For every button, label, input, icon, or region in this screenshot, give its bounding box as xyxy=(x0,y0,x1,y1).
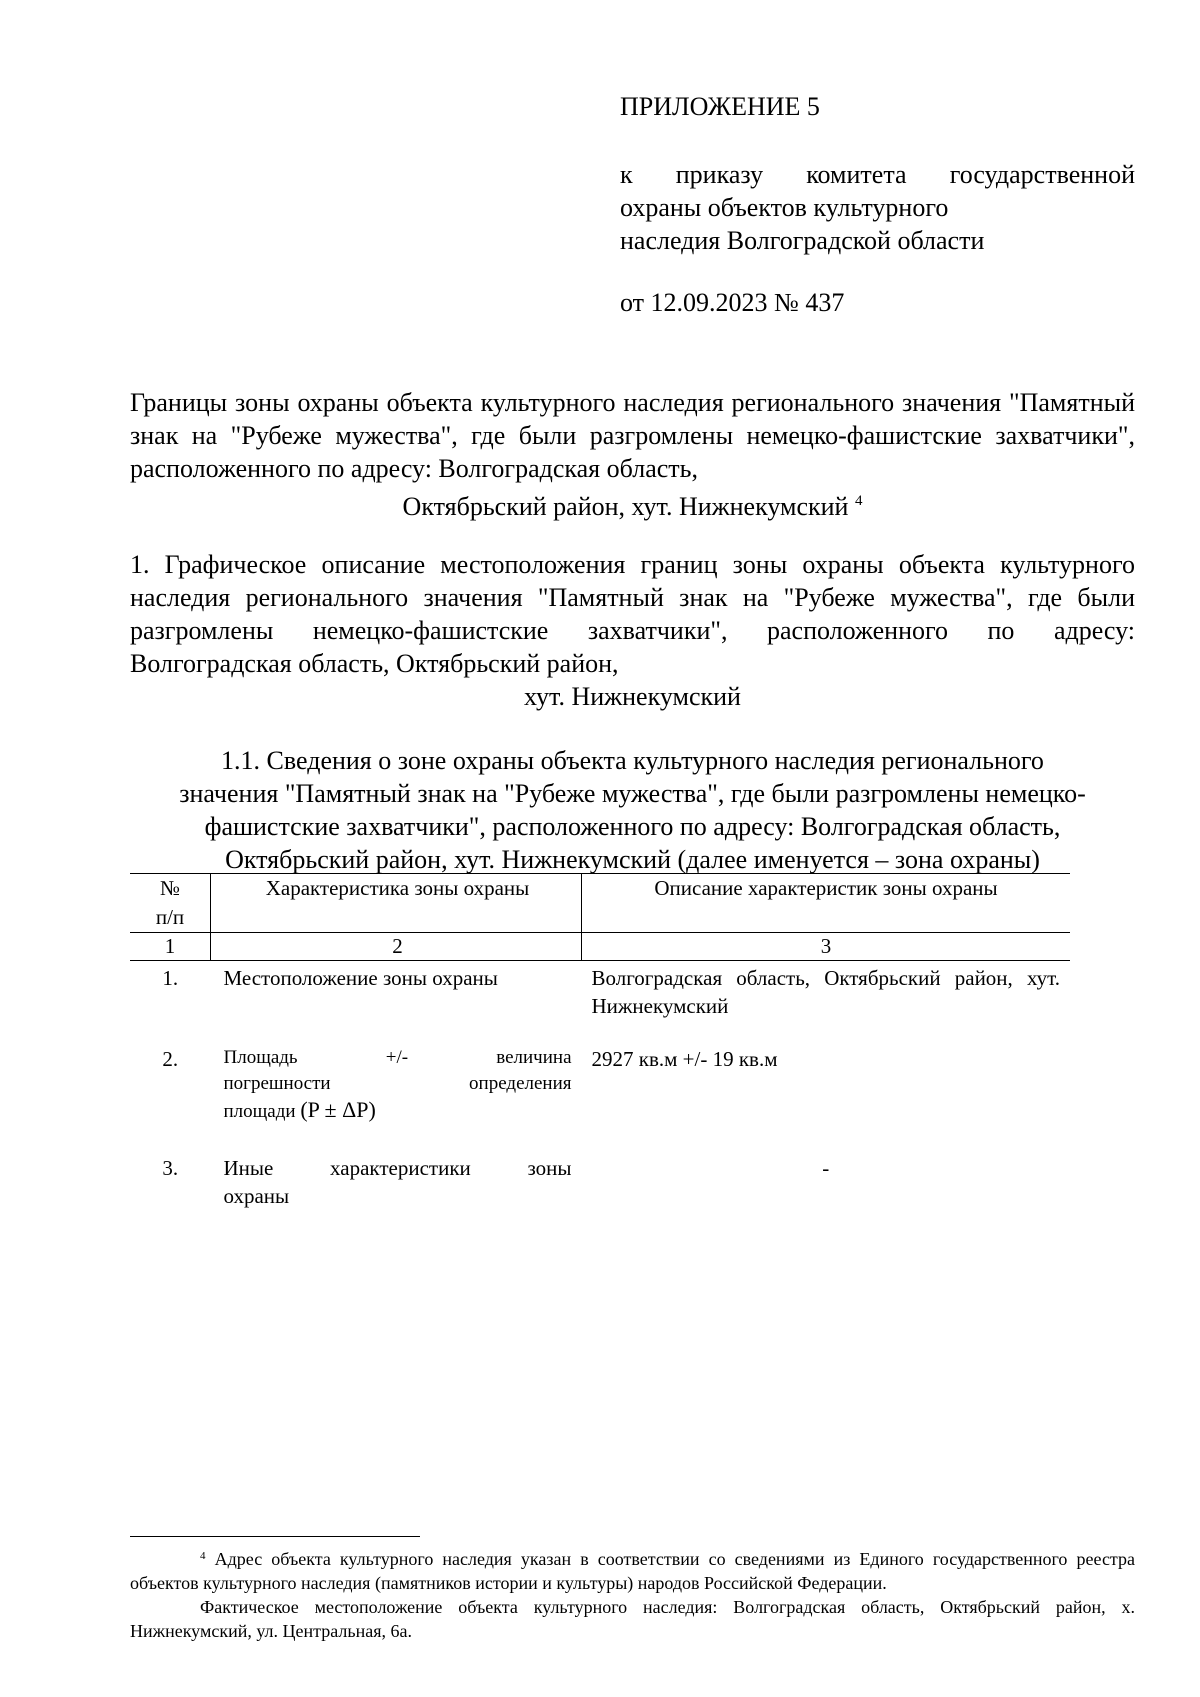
subsection-line3: фашистские захватчики", расположенного по адресу: Волгоградская область, xyxy=(204,812,1061,841)
row-description: - xyxy=(822,1156,830,1180)
subsection-line2: значения "Памятный знак на "Рубеже мужества", где были разгромлены немецко- xyxy=(179,779,1086,808)
appendix-reference-line3: наследия Волгоградской области xyxy=(620,226,985,255)
other-characteristics-line2: охраны xyxy=(223,1184,290,1208)
area-label-line1: Площадь +/- величина xyxy=(223,1047,572,1068)
footnote-paragraph-2: Фактическое местоположение объекта культурного наследия: Волгоградская область, Октябрьский район, х. Нижнекумский, ул. Центральная, 6а. xyxy=(130,1597,1135,1641)
footnote xyxy=(130,1544,1135,1643)
section-1-text: 1. Графическое описание местоположения границ зоны охраны объекта культурного наследия регионального значения "Памятный знак на "Рубеже мужества", где были разгромлены немецко-фашистские захватчики", расположенного по адресу: Волгоградская область, Октябрьский район, xyxy=(130,550,1135,678)
subsection-1-1 xyxy=(130,744,1135,876)
table-header-row xyxy=(130,874,1070,933)
column-number: 3 xyxy=(582,933,1071,961)
header-description: Описание характеристик зоны охраны xyxy=(582,874,1071,933)
header-number-sign: № xyxy=(159,876,181,900)
header-number xyxy=(130,874,211,933)
row-characteristic xyxy=(211,1151,582,1214)
appendix-reference-line2: охраны объектов культурного xyxy=(620,193,949,222)
area-label-line2: погрешности определения xyxy=(223,1073,572,1094)
row-number: 3. xyxy=(162,1156,179,1180)
footnote-text-1: Адрес объекта культурного наследия указан в соответствии со сведениями из Единого государственного реестра объектов культурного наследия (памятников истории и культуры) народов Российской Федерации. xyxy=(130,1549,1136,1593)
column-number: 1 xyxy=(130,933,211,961)
zone-characteristics-table xyxy=(130,873,1070,1214)
appendix-date: от 12.09.2023 № 437 xyxy=(620,288,845,317)
table-row xyxy=(130,1042,1070,1151)
area-label-text: площади xyxy=(223,1101,296,1122)
footnote-paragraph-1 xyxy=(130,1544,1135,1595)
subsection-line4: Октябрьский район, хут. Нижнекумский (далее именуется – зона охраны) xyxy=(225,845,1040,874)
other-characteristics-line1: Иные характеристики зоны xyxy=(223,1156,572,1180)
heading-text: Границы зоны охраны объекта культурного наследия регионального значения "Памятный знак на "Рубеже мужества", где были разгромлены немецко-фашистские захватчики", расположенного по адресу: Волгоградская область, xyxy=(130,388,1135,483)
row-characteristic: Местоположение зоны охраны xyxy=(223,966,498,990)
section-1 xyxy=(130,548,1135,713)
column-number: 2 xyxy=(211,933,582,961)
heading-last-line-text: Октябрьский район, хут. Нижнекумский xyxy=(402,492,849,521)
header-characteristic: Характеристика зоны охраны xyxy=(211,874,582,933)
subsection-line1: 1.1. Сведения о зоне охраны объекта культурного наследия регионального xyxy=(221,746,1044,775)
area-label-line3 xyxy=(224,1097,572,1125)
row-description: 2927 кв.м +/- 19 кв.м xyxy=(591,1047,778,1071)
appendix-reference xyxy=(620,158,1135,257)
appendix-title: ПРИЛОЖЕНИЕ 5 xyxy=(620,92,820,121)
table-row xyxy=(130,1151,1070,1214)
footnote-mark: 4 xyxy=(200,1550,206,1562)
row-characteristic xyxy=(211,1042,582,1151)
area-error-formula: (P ± ΔP) xyxy=(300,1097,376,1122)
row-description: Волгоградская область, Октябрьский район, хут. Нижнекумский xyxy=(591,966,1060,1018)
header-number-pp: п/п xyxy=(155,905,185,929)
heading-last-line xyxy=(130,485,1135,523)
section-1-last-line: хут. Нижнекумский xyxy=(524,682,741,711)
row-number: 1. xyxy=(162,966,179,990)
footnote-separator xyxy=(130,1536,420,1537)
row-number: 2. xyxy=(162,1047,179,1071)
table-row xyxy=(130,961,1070,1043)
table-column-numbers-row xyxy=(130,933,1070,961)
document-heading xyxy=(130,386,1135,523)
appendix-reference-line1: к приказу комитета государственной xyxy=(620,160,1135,189)
heading-footnote-mark: 4 xyxy=(854,493,863,509)
